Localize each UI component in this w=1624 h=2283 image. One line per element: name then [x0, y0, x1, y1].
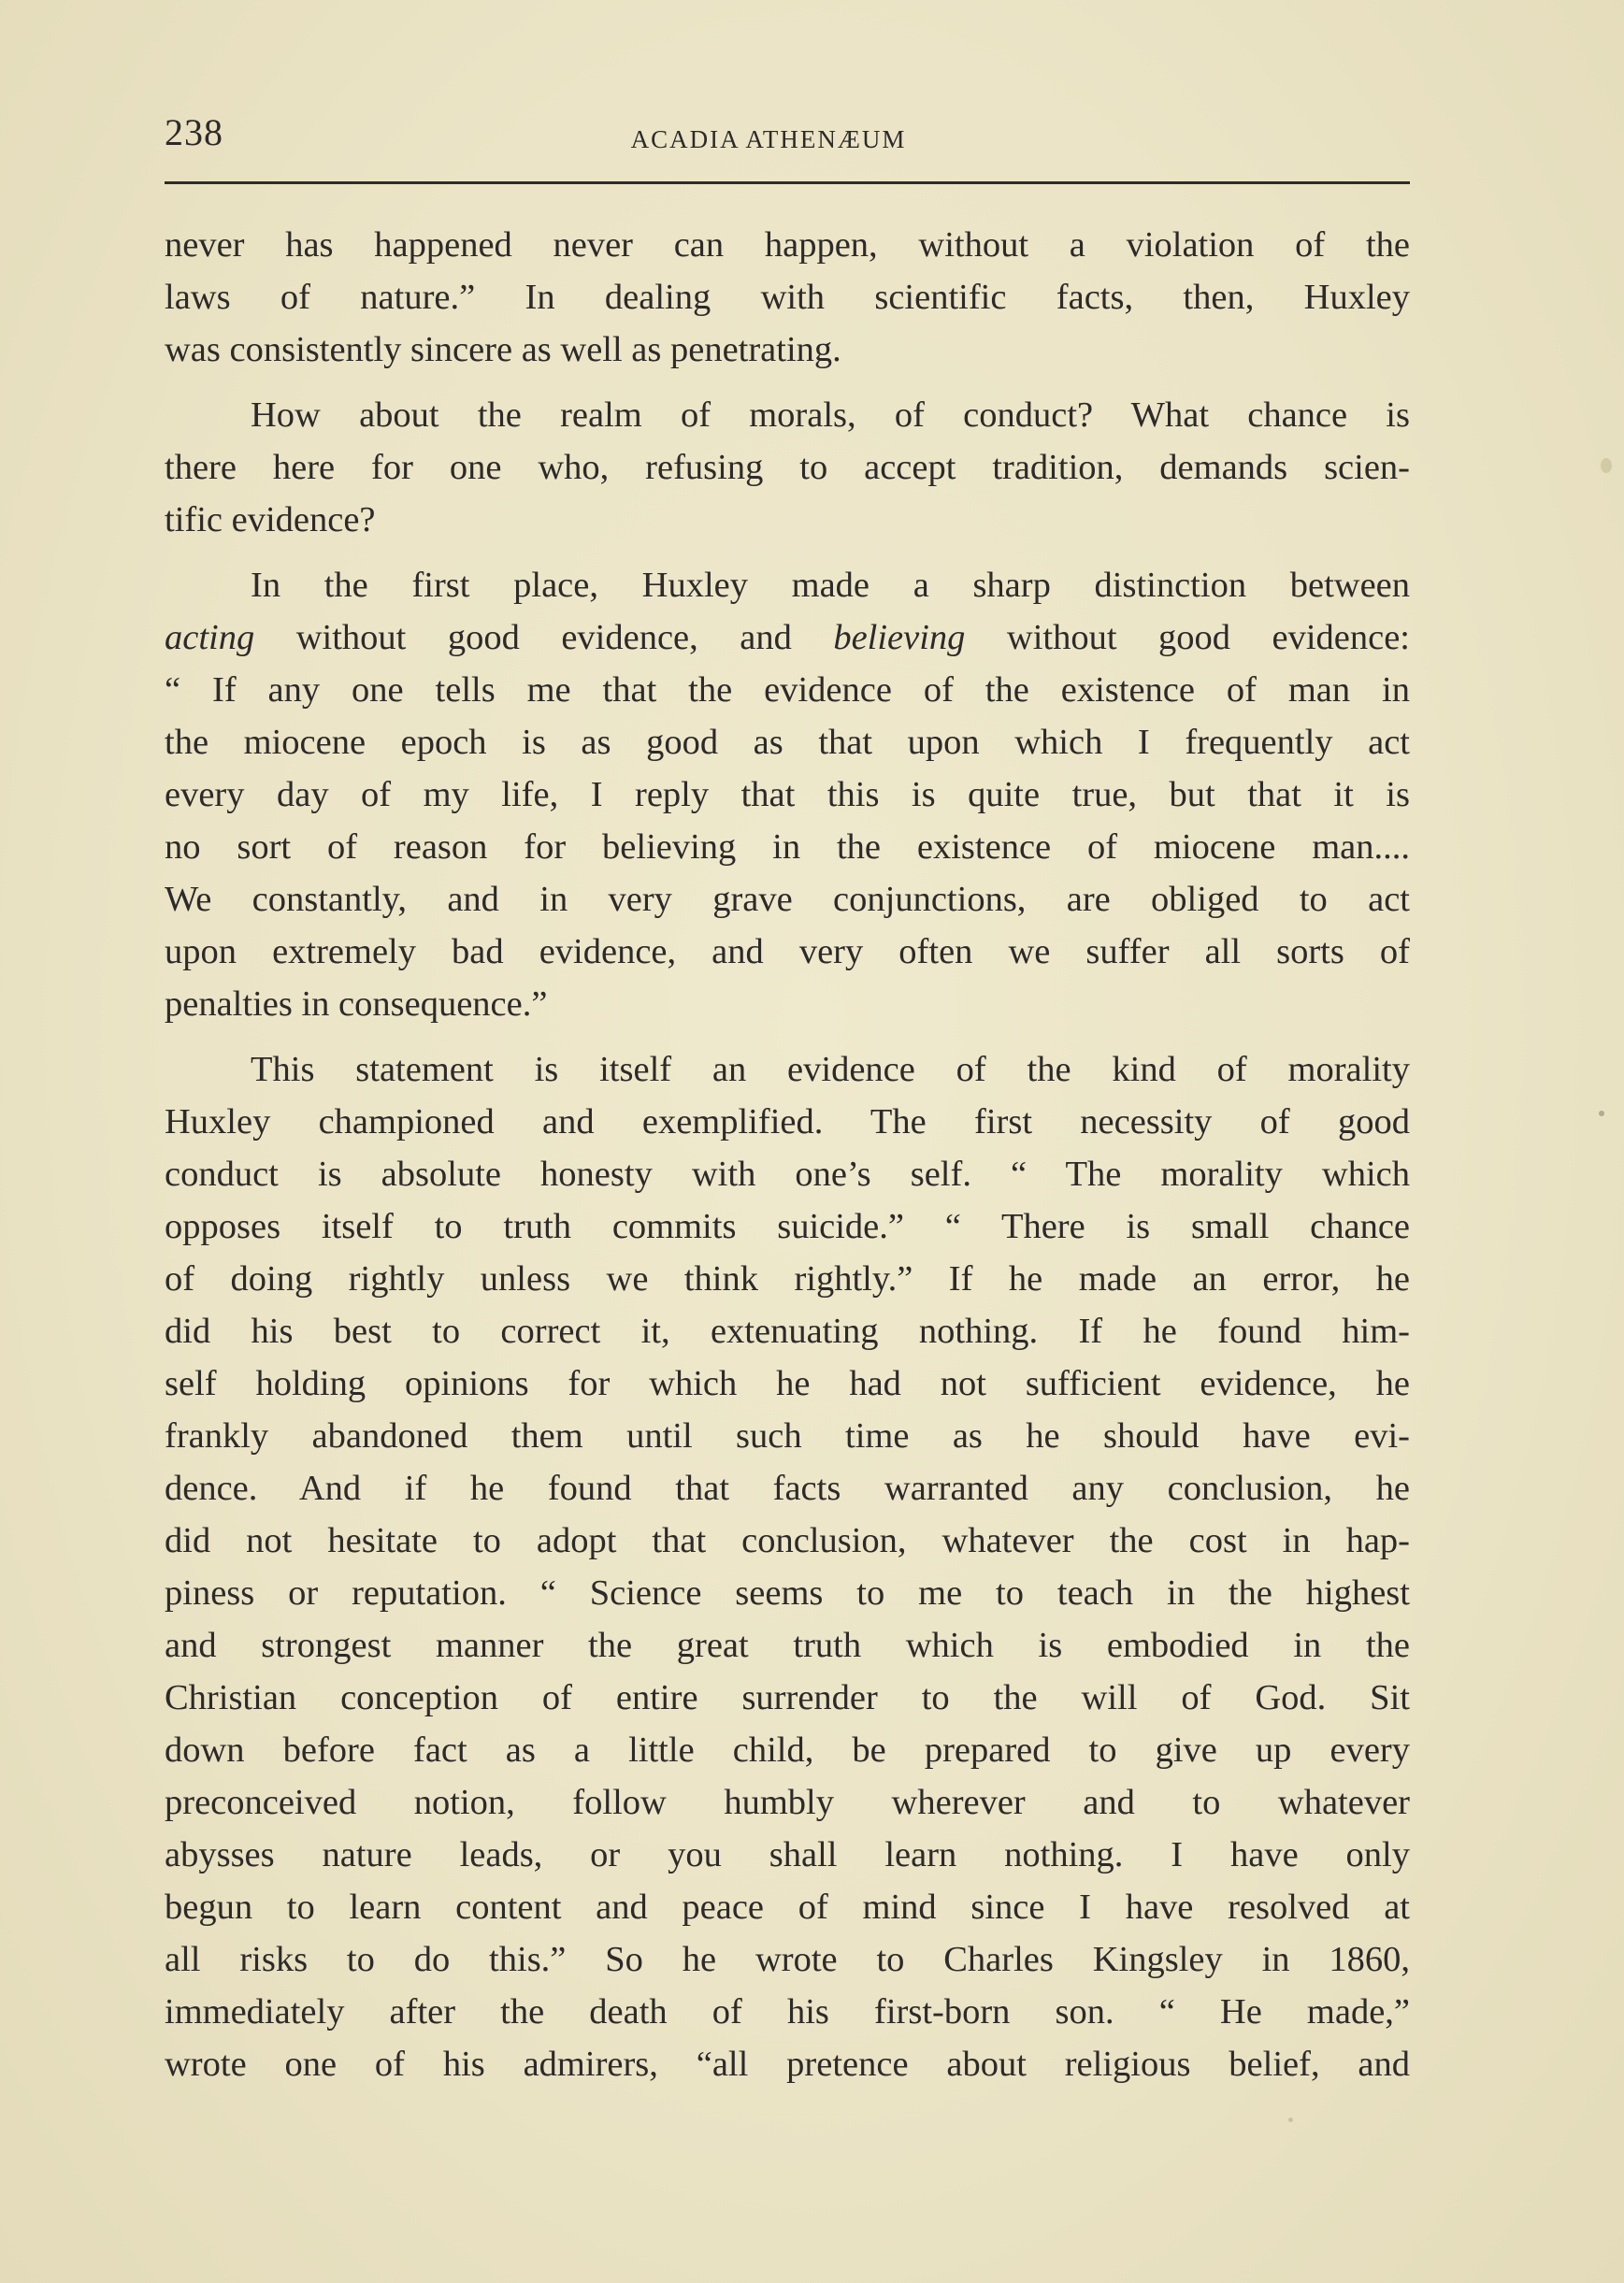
text-line	[165, 1776, 1410, 1829]
page-number: 238	[165, 111, 223, 153]
text-line	[165, 1933, 1410, 1986]
text-line	[165, 1200, 1410, 1253]
text-line	[165, 1672, 1410, 1724]
text-run: without good evidence:	[965, 618, 1411, 657]
text-run: dence. And if he found that facts warranted any conclusion, he	[165, 1469, 1410, 1508]
text-run: “ If any one tells me that the evidence of the existence of man in	[165, 670, 1410, 710]
text-run: without good evidence, and	[254, 618, 834, 657]
page-header	[165, 110, 1410, 184]
text-run: did not hesitate to adopt that conclusion, whatever the cost in hap-	[165, 1521, 1410, 1560]
text-line	[165, 219, 1410, 271]
text-run: We constantly, and in very grave conjunctions, are obliged to act	[165, 880, 1410, 919]
text-run: piness or reputation. “ Science seems to me to teach in the highest	[165, 1573, 1410, 1613]
text-run: the miocene epoch is as good as that upon which I frequently act	[165, 723, 1410, 762]
text-line	[165, 768, 1410, 821]
text-run: tific evidence?	[165, 500, 376, 539]
text-run: penalties in consequence.”	[165, 984, 548, 1024]
text-line	[165, 978, 1410, 1030]
text-line	[165, 1096, 1410, 1148]
text-run: there here for one who, refusing to accept tradition, demands scien-	[165, 448, 1410, 487]
text-run: Christian conception of entire surrender to the will of God. Sit	[165, 1678, 1410, 1717]
text-run: In the first place, Huxley made a sharp distinction between	[251, 566, 1410, 605]
text-line	[165, 1462, 1410, 1515]
text-line	[165, 1410, 1410, 1462]
text-run: self holding opinions for which he had not sufficient evidence, he	[165, 1364, 1410, 1403]
text-run: frankly abandoned them until such time as he should have evi-	[165, 1416, 1410, 1456]
text-line	[165, 1515, 1410, 1567]
text-line	[165, 716, 1410, 768]
text-run: and strongest manner the great truth which is embodied in the	[165, 1626, 1410, 1665]
text-line	[165, 1043, 1410, 1096]
text-line	[165, 559, 1410, 611]
text-line	[165, 1253, 1410, 1305]
text-line	[165, 1305, 1410, 1357]
paper-spot	[1599, 1111, 1604, 1116]
text-run: of doing rightly unless we think rightly.” If he made an error, he	[165, 1259, 1410, 1299]
paragraph	[165, 559, 1410, 1030]
body-text	[165, 219, 1410, 2104]
text-line	[165, 1724, 1410, 1776]
text-run: down before fact as a little child, be prepared to give up every	[165, 1730, 1410, 1770]
text-run: no sort of reason for believing in the existence of miocene man....	[165, 827, 1410, 867]
text-run: every day of my life, I reply that this is quite true, but that it is	[165, 775, 1410, 814]
text-run: upon extremely bad evidence, and very often we suffer all sorts of	[165, 932, 1410, 971]
text-run: begun to learn content and peace of mind since I have resolved at	[165, 1888, 1410, 1927]
text-run: was consistently sincere as well as penetrating.	[165, 330, 841, 369]
text-run: immediately after the death of his first-born son. “ He made,”	[165, 1992, 1410, 2032]
text-line	[165, 1881, 1410, 1933]
text-line	[165, 441, 1410, 494]
text-line	[165, 926, 1410, 978]
text-run: Huxley championed and exemplified. The first necessity of good	[165, 1102, 1410, 1142]
text-run: did his best to correct it, extenuating nothing. If he found him-	[165, 1312, 1410, 1351]
paragraph	[165, 219, 1410, 376]
running-head: ACADIA ATHENÆUM	[630, 125, 907, 153]
paragraph	[165, 389, 1410, 546]
italic-text: acting	[165, 618, 255, 657]
text-line	[165, 821, 1410, 873]
text-line	[165, 494, 1410, 546]
text-run: never has happened never can happen, without a violation of the	[165, 225, 1410, 265]
text-line	[165, 389, 1410, 441]
text-line	[165, 611, 1410, 664]
text-run: opposes itself to truth commits suicide.” “ There is small chance	[165, 1207, 1410, 1246]
text-run: laws of nature.” In dealing with scientific facts, then, Huxley	[165, 278, 1410, 317]
text-run: How about the realm of morals, of conduct? What chance is	[251, 395, 1410, 435]
text-run: preconceived notion, follow humbly wherever and to whatever	[165, 1783, 1410, 1822]
text-line	[165, 873, 1410, 926]
italic-text: believing	[833, 618, 966, 657]
text-run: abysses nature leads, or you shall learn nothing. I have only	[165, 1835, 1410, 1874]
text-line	[165, 1357, 1410, 1410]
text-line	[165, 1829, 1410, 1881]
text-line	[165, 1619, 1410, 1672]
text-line	[165, 1986, 1410, 2038]
paper-spot	[1288, 2118, 1293, 2122]
text-run: conduct is absolute honesty with one’s self. “ The morality which	[165, 1155, 1410, 1194]
text-run: This statement is itself an evidence of the kind of morality	[251, 1050, 1410, 1089]
text-line	[165, 1567, 1410, 1619]
text-line	[165, 664, 1410, 716]
text-run: wrote one of his admirers, “all pretence about religious belief, and	[165, 2045, 1410, 2084]
text-line	[165, 1148, 1410, 1200]
text-run: all risks to do this.” So he wrote to Charles Kingsley in 1860,	[165, 1940, 1410, 1979]
paper-spot	[1601, 458, 1612, 473]
text-line	[165, 323, 1410, 376]
text-line	[165, 271, 1410, 323]
paragraph	[165, 1043, 1410, 2090]
text-line	[165, 2038, 1410, 2090]
